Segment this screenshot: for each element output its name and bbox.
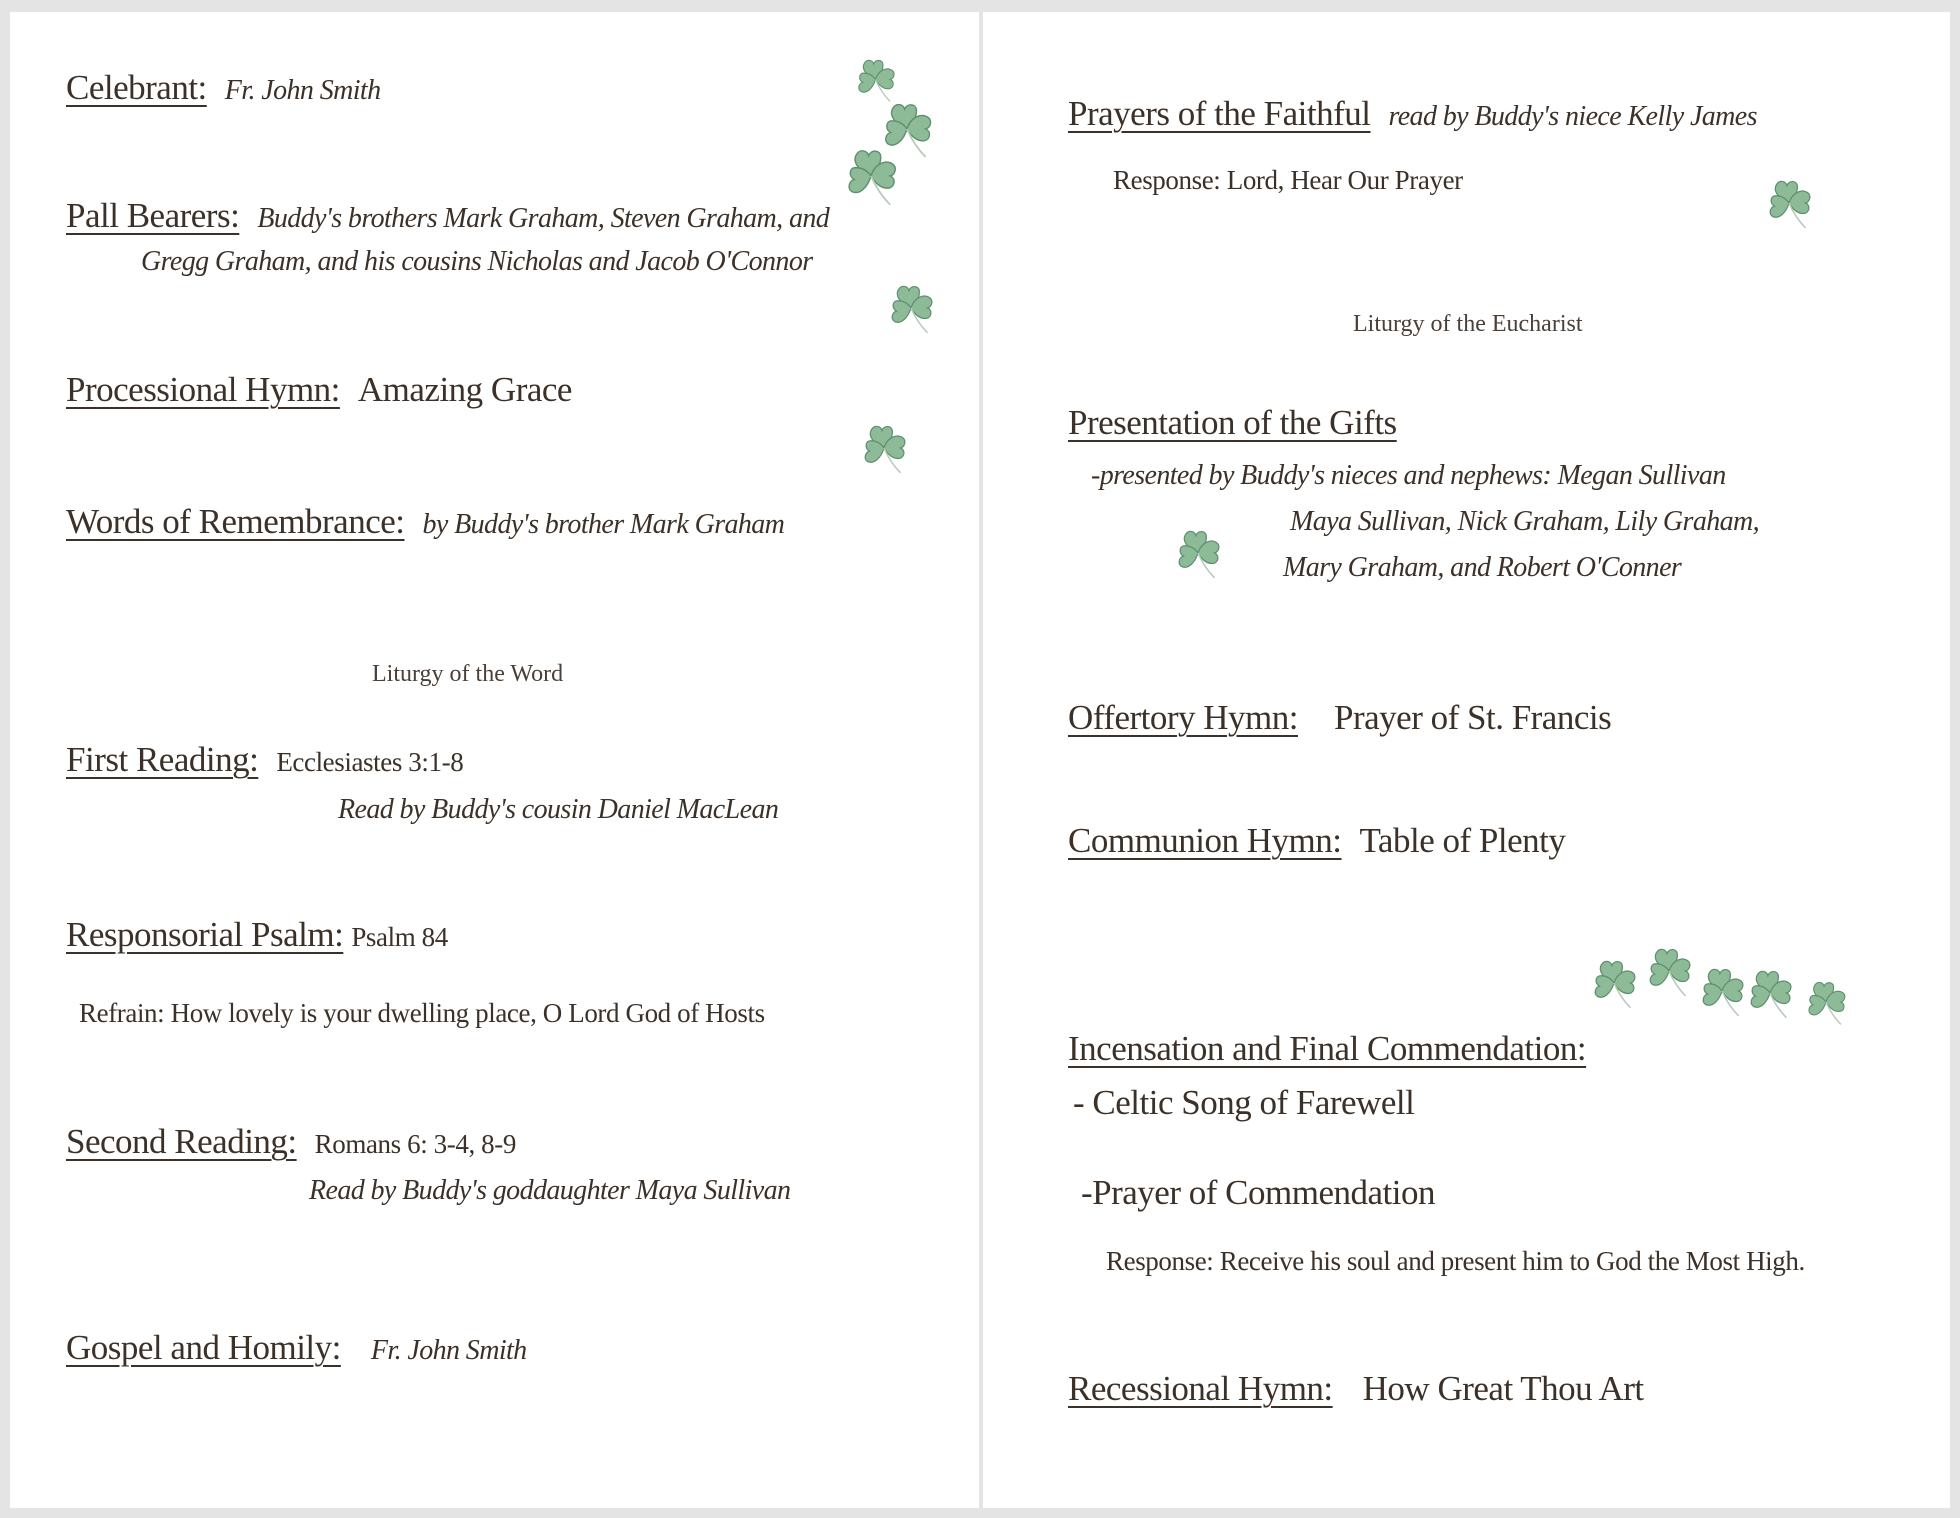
prayers-value: read by Buddy's niece Kelly James [1388, 101, 1757, 132]
communion-label: Communion Hymn: [1068, 821, 1342, 860]
communion-value: Table of Plenty [1359, 821, 1566, 860]
incensation-response: Response: Receive his soul and present him to God the Most High. [1106, 1246, 1805, 1276]
first-reading-value: Ecclesiastes 3:1-8 [276, 747, 464, 777]
psalm-refrain: Refrain: How lovely is your dwelling place, O Lord God of Hosts [79, 998, 765, 1028]
gospel-line [66, 1330, 527, 1365]
shamrock-icon [853, 417, 915, 479]
processional-hymn-label: Processional Hymn: [66, 370, 340, 409]
recessional-value: How Great Thou Art [1362, 1369, 1644, 1408]
gifts-line3: Mary Graham, and Robert O'Conner [1283, 552, 1682, 583]
liturgy-of-the-word-heading: Liturgy of the Word [372, 661, 564, 687]
gifts-line2: Maya Sullivan, Nick Graham, Lily Graham, [1290, 506, 1760, 537]
pall-bearers-line2: Gregg Graham, and his cousins Nicholas and Jacob O'Connor [141, 246, 813, 277]
offertory-line [1068, 700, 1611, 735]
first-reading-reader: Read by Buddy's cousin Daniel MacLean [338, 794, 779, 825]
shamrock-icon [880, 277, 942, 339]
shamrock-icon [1758, 172, 1820, 234]
celebrant-label: Celebrant: [66, 68, 207, 107]
second-reading-label: Second Reading: [66, 1122, 297, 1161]
processional-hymn-line [66, 372, 572, 407]
celebrant-line [66, 70, 381, 105]
left-page [10, 12, 979, 1508]
celebrant-value: Fr. John Smith [224, 75, 381, 106]
gifts-label: Presentation of the Gifts [1068, 403, 1397, 442]
shamrock-icon [1739, 962, 1801, 1024]
prayers-response: Response: Lord, Hear Our Prayer [1113, 165, 1463, 195]
shamrock-icon [1583, 952, 1645, 1014]
psalm-label: Responsorial Psalm: [66, 915, 344, 954]
shamrock-icon [835, 140, 907, 212]
shamrock-icon [1167, 522, 1229, 584]
pall-bearers-value: Buddy's brothers Mark Graham, Steven Graham, and [257, 203, 830, 234]
processional-hymn-value: Amazing Grace [357, 370, 572, 409]
recessional-line [1068, 1371, 1644, 1406]
pall-bearers-line [66, 198, 829, 233]
psalm-line [66, 917, 448, 952]
incensation-prayer: -Prayer of Commendation [1081, 1173, 1435, 1212]
prayers-label: Prayers of the Faithful [1068, 94, 1371, 133]
communion-line [1068, 823, 1565, 858]
prayers-line [1068, 96, 1757, 131]
second-reading-value: Romans 6: 3-4, 8-9 [314, 1129, 516, 1159]
offertory-value: Prayer of St. Francis [1334, 698, 1612, 737]
psalm-value: Psalm 84 [351, 922, 448, 952]
incensation-label: Incensation and Final Commendation: [1068, 1029, 1587, 1068]
remembrance-label: Words of Remembrance: [66, 502, 405, 541]
first-reading-label: First Reading: [66, 740, 259, 779]
recessional-label: Recessional Hymn: [1068, 1369, 1333, 1408]
incensation-song: - Celtic Song of Farewell [1073, 1083, 1415, 1122]
gospel-value: Fr. John Smith [370, 1335, 527, 1366]
second-reading-reader: Read by Buddy's goddaughter Maya Sullivan [309, 1175, 791, 1206]
pall-bearers-label: Pall Bearers: [66, 196, 240, 235]
offertory-label: Offertory Hymn: [1068, 698, 1298, 737]
gifts-line1: -presented by Buddy's nieces and nephews: Megan Sullivan [1091, 460, 1726, 491]
remembrance-value: by Buddy's brother Mark Graham [422, 509, 785, 540]
second-reading-line [66, 1124, 516, 1159]
remembrance-line [66, 504, 784, 539]
first-reading-line [66, 742, 463, 777]
liturgy-of-the-eucharist-heading: Liturgy of the Eucharist [1353, 311, 1583, 337]
right-page [983, 12, 1950, 1508]
shamrock-icon [1798, 974, 1854, 1030]
gospel-label: Gospel and Homily: [66, 1328, 341, 1367]
